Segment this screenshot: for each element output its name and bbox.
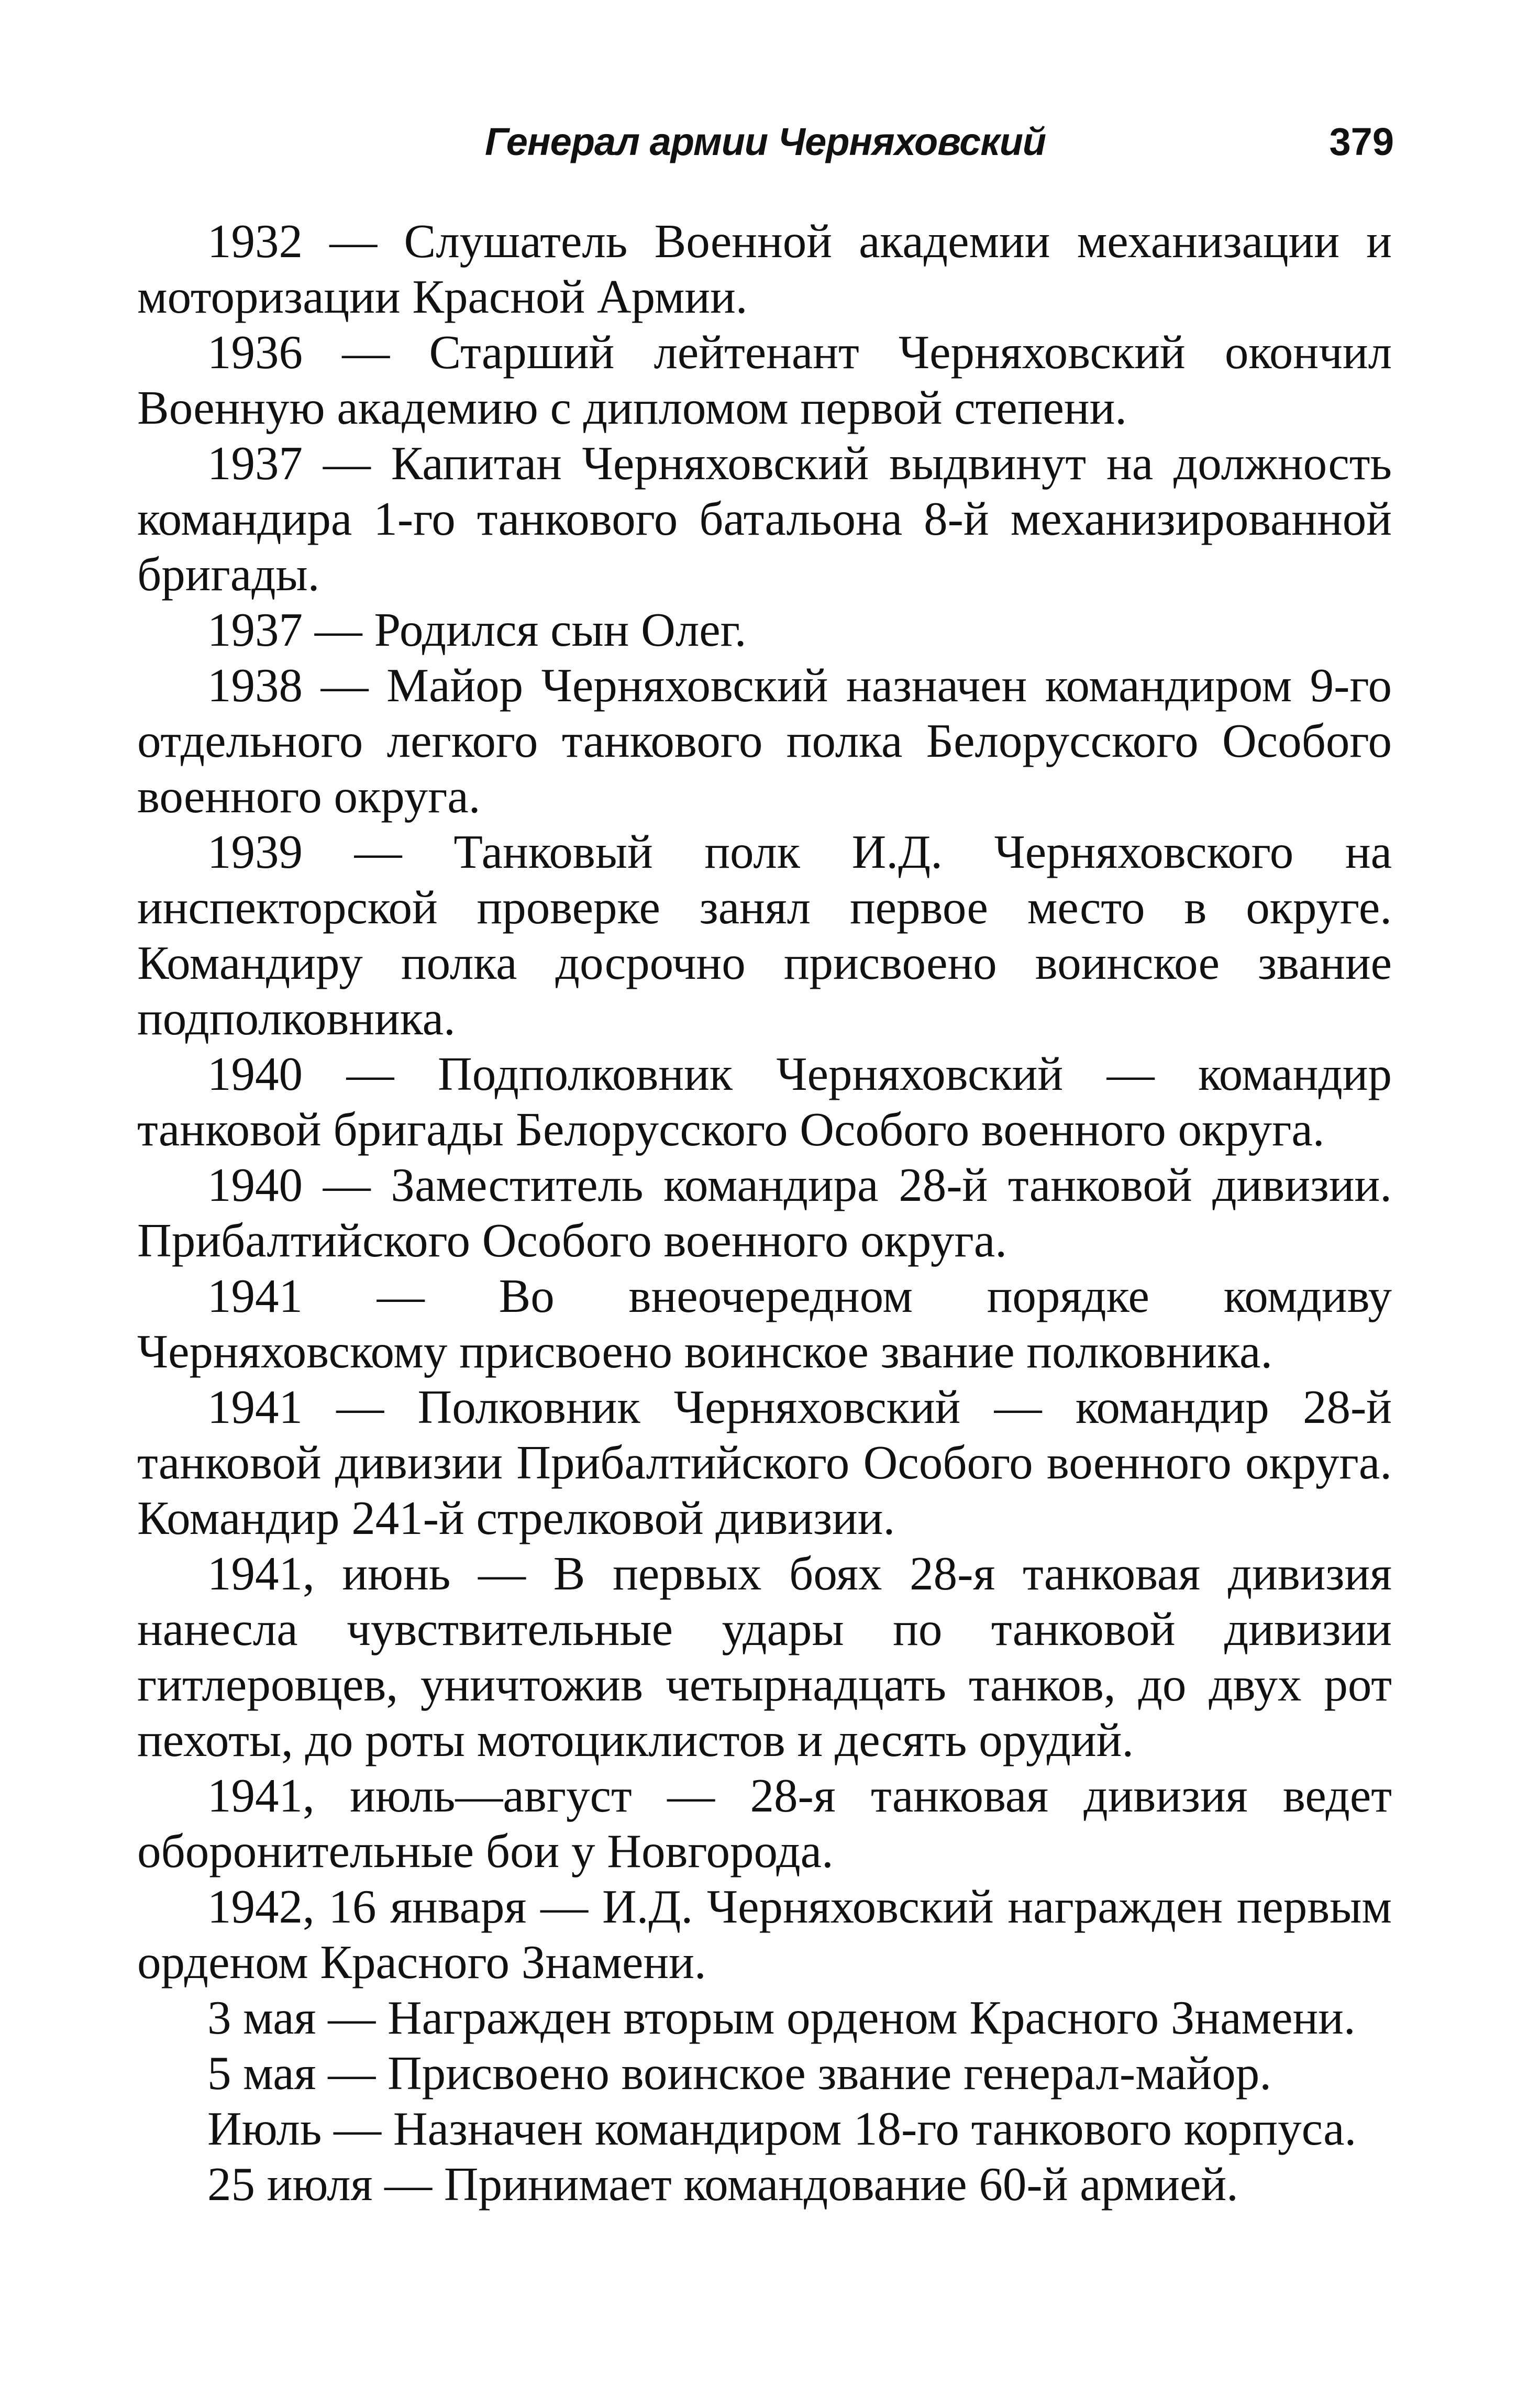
running-title: Генерал армии Черняховский [485, 120, 1046, 163]
chronology-entry: 1937 — Родился сын Олег. [207, 603, 747, 656]
chronology-text [137, 214, 1392, 2212]
chronology-entry: 1941 — Во внеочередном порядке комдиву Черняховскому присвоено воинское звание полковника. [137, 1269, 1392, 1378]
chronology-entry: 1940 — Подполковник Черняховский — командир танковой бригады Белорусского Особого военного округа. [137, 1047, 1392, 1156]
chronology-entry: 1939 — Танковый полк И.Д. Черняховского на инспекторской проверке занял первое место в округе. Командиру полка досрочно присвоено воинское звание подполковника. [137, 825, 1392, 1045]
chronology-entry: 1941, июль—август — 28-я танковая дивизия ведет оборонительные бои у Новгорода. [137, 1769, 1392, 1877]
chronology-entry: Июль — Назначен командиром 18-го танкового корпуса. [207, 2102, 1357, 2155]
chronology-entry: 1940 — Заместитель командира 28-й танковой дивизии. Прибалтийского Особого военного округа. [137, 1158, 1392, 1267]
chronology-entry: 1936 — Старший лейтенант Черняховский окончил Военную академию с дипломом первой степени. [137, 326, 1392, 434]
chronology-entry: 1937 — Капитан Черняховский выдвинут на должность командира 1-го танкового батальона 8-й механизированной бригады. [137, 437, 1392, 601]
chronology-entry: 1941, июнь — В первых боях 28-я танковая дивизия нанесла чувствительные удары по танковой дивизии гитлеровцев, уничтожив четырнадцать танков, до двух рот пехоты, до роты мотоциклистов и десять орудий. [137, 1547, 1392, 1766]
chronology-entry: 3 мая — Награжден вторым орденом Красного Знамени. [207, 1991, 1356, 2044]
chronology-entry: 1942, 16 января — И.Д. Черняховский награжден первым орденом Красного Знамени. [137, 1880, 1392, 1989]
chronology-entry: 1938 — Майор Черняховский назначен командиром 9-го отдельного легкого танкового полка Белорусского Особого военного округа. [137, 659, 1392, 823]
chronology-entry: 1932 — Слушатель Военной академии механизации и моторизации Красной Армии. [137, 215, 1392, 323]
page-number: 379 [1329, 120, 1394, 163]
chronology-entry: 1941 — Полковник Черняховский — командир 28-й танковой дивизии Прибалтийского Особого военного округа. Командир 241-й стрелковой дивизии. [137, 1380, 1392, 1544]
chronology-entry: 5 мая — Присвоено воинское звание генерал-майор. [207, 2047, 1271, 2100]
chronology-entry: 25 июля — Принимает командование 60-й армией. [207, 2158, 1238, 2211]
running-head [137, 119, 1394, 182]
